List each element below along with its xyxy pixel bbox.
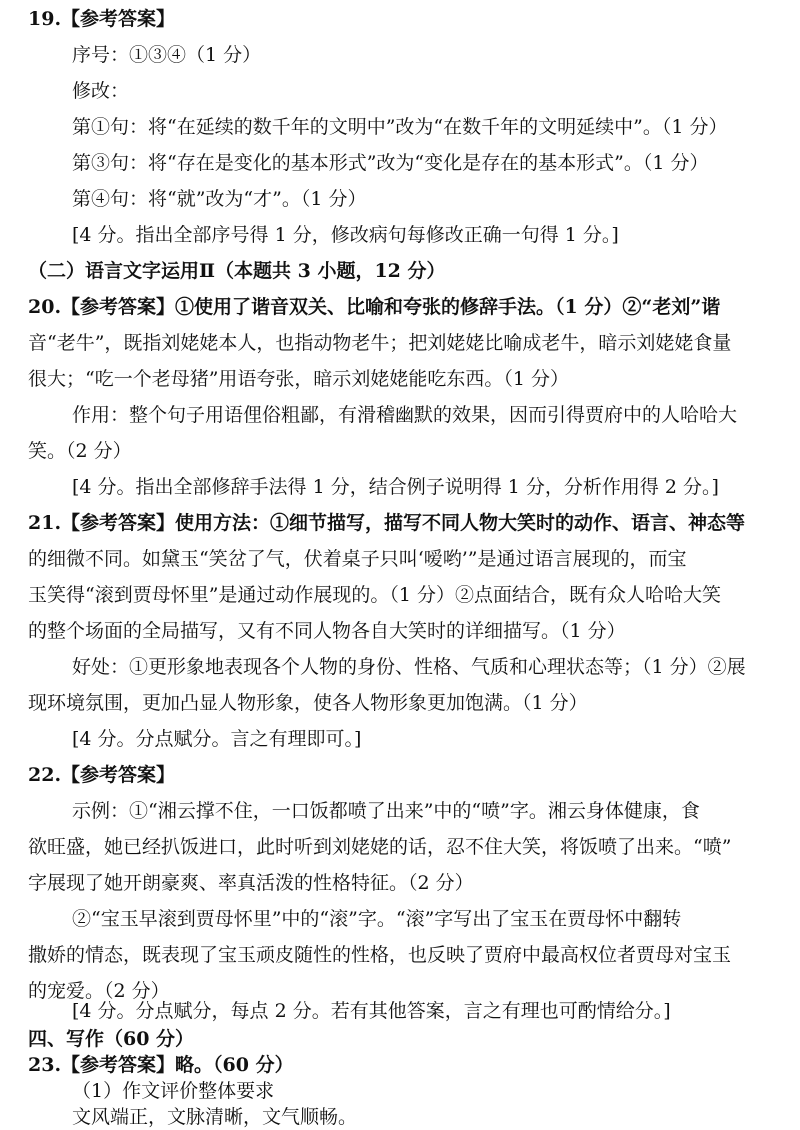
q23-heading: 23.【参考答案】略。（60 分） xyxy=(28,1054,294,1076)
q19-scoring-note: [4 分。指出全部序号得 1 分，修改病句每修改正确一句得 1 分。] xyxy=(72,224,619,246)
q22-example-1-line-3: 字展现了她开朗豪爽、率真活泼的性格特征。（2 分） xyxy=(28,872,474,894)
q19-sequence: 序号：①③④（1 分） xyxy=(72,44,262,66)
q21-benefit-line-1: 好处：①更形象地表现各个人物的身份、性格、气质和心理状态等；（1 分）②展 xyxy=(72,656,746,678)
q22-heading: 22.【参考答案】 xyxy=(28,764,176,786)
q20-effect-line-2: 笑。（2 分） xyxy=(28,440,132,462)
q20-effect-line-1: 作用：整个句子用语俚俗粗鄙，有滑稽幽默的效果，因而引得贾府中的人哈哈大 xyxy=(72,404,738,426)
q20-line-2: 音“老牛”，既指刘姥姥本人，也指动物老牛；把刘姥姥比喻成老牛，暗示刘姥姥食量 xyxy=(28,332,732,354)
section-2-heading: （二）语言文字运用Ⅱ（本题共 3 小题，12 分） xyxy=(28,260,446,282)
q22-example-2-line-2: 撒娇的情态，既表现了宝玉顽皮随性的性格，也反映了贾府中最高权位者贾母对宝玉 xyxy=(28,944,732,966)
q21-line-2: 的细微不同。如黛玉“笑岔了气，伏着桌子只叫‘嗳哟’”是通过语言展现的，而宝 xyxy=(28,548,687,570)
q20-line-3: 很大；“吃一个老母猪”用语夸张，暗示刘姥姥能吃东西。（1 分） xyxy=(28,368,570,390)
q22-example-1-line-2: 欲旺盛，她已经扒饭进口，此时听到刘姥姥的话，忍不住大笑，将饭喷了出来。“喷” xyxy=(28,836,732,858)
q20-scoring-note: [4 分。指出全部修辞手法得 1 分，结合例子说明得 1 分，分析作用得 2 分。] xyxy=(72,476,719,498)
q20-line-1: 20.【参考答案】①使用了谐音双关、比喻和夸张的修辞手法。（1 分）②“老刘”谐 xyxy=(28,296,721,318)
q23-line-1: 文风端正，文脉清晰，文气顺畅。 xyxy=(72,1106,358,1128)
q19-sentence-3: 第③句：将“存在是变化的基本形式”改为“变化是存在的基本形式”。（1 分） xyxy=(72,152,709,174)
q21-line-1: 21.【参考答案】使用方法：①细节描写，描写不同人物大笑时的动作、语言、神态等 xyxy=(28,512,746,534)
section-4-heading: 四、写作（60 分） xyxy=(28,1028,195,1050)
q21-scoring-note: [4 分。分点赋分。言之有理即可。] xyxy=(72,728,362,750)
q19-sentence-1: 第①句：将“在延续的数千年的文明中”改为“在数千年的文明延续中”。（1 分） xyxy=(72,116,728,138)
q21-line-3: 玉笑得“滚到贾母怀里”是通过动作展现的。（1 分）②点面结合，既有众人哈哈大笑 xyxy=(28,584,722,606)
q19-sentence-4: 第④句：将“就”改为“才”。（1 分） xyxy=(72,188,367,210)
q19-heading: 19.【参考答案】 xyxy=(28,8,176,30)
q23-subheading: （1）作文评价整体要求 xyxy=(72,1080,275,1102)
q22-example-2-line-1: ②“宝玉早滚到贾母怀里”中的“滚”字。“滚”字写出了宝玉在贾母怀中翻转 xyxy=(72,908,682,930)
q21-benefit-line-2: 现环境氛围，更加凸显人物形象，使各人物形象更加饱满。（1 分） xyxy=(28,692,588,714)
q21-line-4: 的整个场面的全局描写，又有不同人物各自大笑时的详细描写。（1 分） xyxy=(28,620,626,642)
q22-scoring-note: [4 分。分点赋分，每点 2 分。若有其他答案，言之有理也可酌情给分。] xyxy=(72,1000,671,1022)
q22-example-2-line-3: 的宠爱。（2 分） xyxy=(28,980,170,1002)
q19-edit-label: 修改： xyxy=(72,80,130,102)
q22-example-1-line-1: 示例：①“湘云撑不住，一口饭都喷了出来”中的“喷”字。湘云身体健康，食 xyxy=(72,800,700,822)
